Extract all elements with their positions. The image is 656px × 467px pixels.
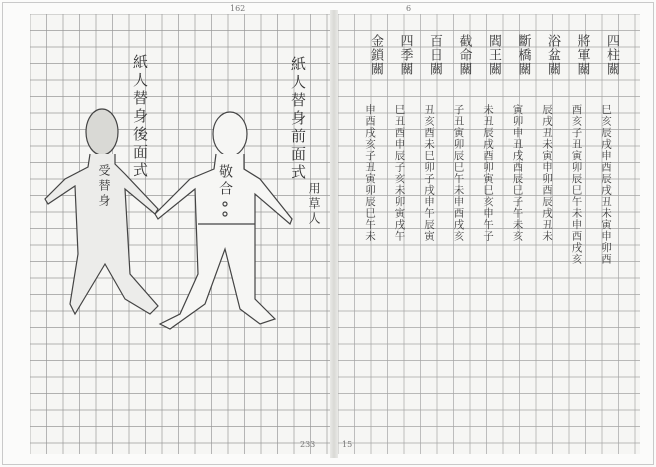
back-figure-title: 紙人替身後面式 (131, 54, 149, 180)
left-page-grid (30, 14, 330, 454)
right-page (338, 4, 640, 454)
branch-column: 巳丑酉申辰子亥未卯寅戌午 (393, 104, 406, 242)
branch-column: 子丑寅卯辰巳午未申酉戌亥 (452, 104, 465, 242)
side-note: 用草人 (307, 182, 321, 227)
pass-header: 浴盆關 (545, 34, 560, 76)
pass-header: 百日關 (427, 34, 442, 76)
front-paper-figure (155, 112, 292, 329)
branch-column: 丑亥酉未巳卯子戌申午辰寅 (423, 104, 435, 242)
pass-header: 截命關 (456, 34, 472, 76)
pass-header: 閻王關 (486, 34, 501, 76)
front-figure-title: 紙人替身前面式 (289, 56, 307, 182)
left-page (30, 4, 330, 454)
left-top-mark: 162 (230, 4, 246, 13)
branch-column: 辰戌丑未寅申卯酉辰戌丑未 (541, 104, 553, 242)
pass-header: 金鎖關 (368, 34, 383, 76)
branch-column: 寅卯申丑戌酉辰巳子午未亥 (511, 104, 524, 242)
pass-header: 斷橋關 (515, 34, 531, 76)
branch-column: 巳亥辰戌申酉辰戌丑未寅申卯酉 (600, 104, 612, 265)
right-page-number: 15 (342, 440, 353, 449)
pass-header: 將軍關 (574, 34, 590, 76)
pass-header: 四季關 (397, 34, 413, 76)
left-page-number: 233 (300, 440, 316, 449)
book-gutter (330, 10, 338, 458)
pass-header: 四柱關 (604, 34, 619, 76)
right-top-mark: 6 (406, 4, 412, 13)
front-figure-inscription: 敬合 (217, 164, 233, 198)
branch-column: 酉亥子丑寅卯辰巳午未申酉戌亥 (570, 104, 583, 265)
branch-column: 未丑辰戌酉卯寅巳亥申午子 (482, 104, 494, 242)
branch-column: 申酉戌亥子丑寅卯辰巳午未 (364, 104, 376, 242)
back-figure-inscription: 受替身 (97, 164, 111, 209)
